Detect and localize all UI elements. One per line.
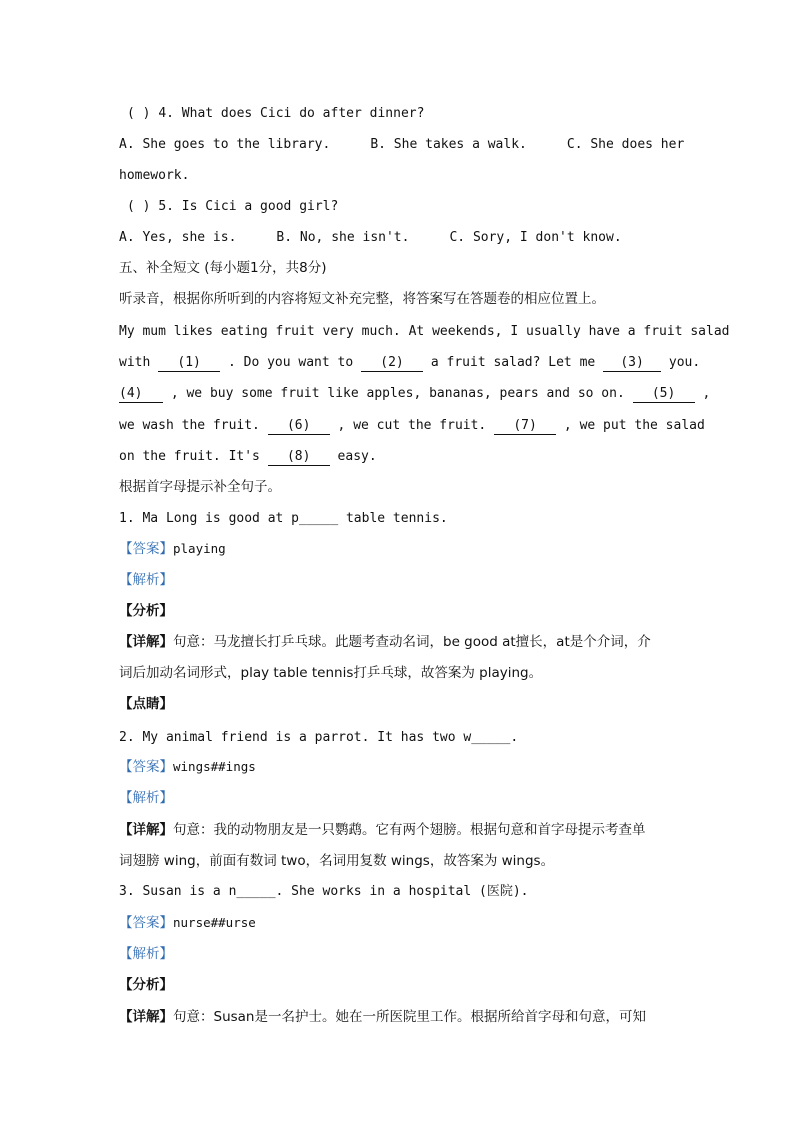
blank-1: (1) bbox=[158, 355, 220, 372]
answer-tag: 【答案】 bbox=[119, 915, 173, 931]
option-a: A. Yes, she is. bbox=[119, 230, 237, 245]
blank-8: (8) bbox=[268, 449, 330, 466]
item-1-fenxi-tag: 【分析】 bbox=[119, 603, 173, 619]
answer-value: nurse##urse bbox=[173, 915, 256, 930]
passage-line-4: we wash the fruit. (6) , we cut the fruit. (7) , we put the salad bbox=[119, 418, 705, 433]
option-c: C. Sory, I don't know. bbox=[449, 230, 622, 245]
answer-tag: 【答案】 bbox=[119, 759, 173, 775]
blank-2: (2) bbox=[361, 355, 423, 372]
answer-value: playing bbox=[173, 541, 226, 556]
answer-paren: ( ) bbox=[127, 106, 151, 121]
option-a: A. She goes to the library. bbox=[119, 137, 331, 152]
item-1-analysis-tag: 【解析】 bbox=[119, 572, 173, 588]
blank-4: (4) bbox=[119, 386, 163, 403]
blank-5: (5) bbox=[633, 386, 695, 403]
section-5-heading: 五、补全短文 (每小题1分，共8分) bbox=[119, 260, 327, 276]
blank-3: (3) bbox=[603, 355, 661, 372]
section-6-instruction: 根据首字母提示补全句子。 bbox=[119, 479, 281, 495]
question-4 bbox=[119, 104, 684, 124]
detail-tag: 【详解】 bbox=[119, 634, 173, 650]
question-5 bbox=[119, 197, 684, 217]
option-c: C. She does her bbox=[566, 137, 685, 152]
question-stem: 4. What does Cici do after dinner? bbox=[158, 106, 425, 121]
passage-line-3: (4) , we buy some fruit like apples, bananas, pears and so on. (5) , bbox=[119, 386, 711, 401]
blank-7: (7) bbox=[494, 418, 556, 435]
option-b: B. No, she isn't. bbox=[276, 230, 410, 245]
item-2-question: 2. My animal friend is a parrot. It has two w_____. bbox=[119, 730, 519, 745]
passage-line-2: with (1) . Do you want to (2) a fruit salad? Let me (3) you. bbox=[119, 355, 701, 370]
item-2-analysis-tag: 【解析】 bbox=[119, 790, 173, 806]
item-1-answer bbox=[119, 539, 684, 560]
item-2-detail: 【详解】句意：我的动物朋友是一只鹦鹉。它有两个翅膀。根据句意和首字母提示考查单 bbox=[119, 822, 646, 838]
question-4-options bbox=[119, 135, 684, 155]
item-3-analysis-tag: 【解析】 bbox=[119, 946, 173, 962]
answer-paren: ( ) bbox=[127, 199, 151, 214]
item-1-detail: 【详解】句意：马龙擅长打乒乓球。此题考查动名词，be good at擅长，at是个介词，介 bbox=[119, 634, 651, 650]
detail-tag: 【详解】 bbox=[119, 1009, 173, 1025]
question-5-options bbox=[119, 228, 684, 248]
answer-value: wings##ings bbox=[173, 759, 256, 774]
section-5-instruction: 听录音，根据你所听到的内容将短文补充完整，将答案写在答题卷的相应位置上。 bbox=[119, 291, 605, 307]
passage-line-5: on the fruit. It's (8) easy. bbox=[119, 449, 377, 464]
detail-tag: 【详解】 bbox=[119, 822, 173, 838]
item-2-detail-cont: 词翅膀 wing，前面有数词 two，名词用复数 wings，故答案为 wings。 bbox=[119, 853, 555, 869]
option-b: B. She takes a walk. bbox=[370, 137, 527, 152]
item-2-answer bbox=[119, 757, 684, 778]
item-3-answer bbox=[119, 913, 684, 934]
question-4-option-c-cont: homework. bbox=[119, 168, 190, 183]
item-1-question: 1. Ma Long is good at p_____ table tennis. bbox=[119, 511, 448, 526]
answer-tag: 【答案】 bbox=[119, 541, 173, 557]
blank-6: (6) bbox=[268, 418, 330, 435]
item-3-detail: 【详解】句意：Susan是一名护士。她在一所医院里工作。根据所给首字母和句意，可知 bbox=[119, 1009, 646, 1025]
item-3-fenxi-tag: 【分析】 bbox=[119, 977, 173, 993]
item-3-question: 3. Susan is a n_____. She works in a hospital (医院). bbox=[119, 884, 529, 899]
item-1-dianjing-tag: 【点睛】 bbox=[119, 696, 173, 712]
item-1-detail-cont: 词后加动名词形式，play table tennis打乒乓球，故答案为 playing。 bbox=[119, 665, 543, 681]
passage-line-1: My mum likes eating fruit very much. At weekends, I usually have a fruit salad bbox=[119, 324, 730, 339]
question-stem: 5. Is Cici a good girl? bbox=[158, 199, 339, 214]
